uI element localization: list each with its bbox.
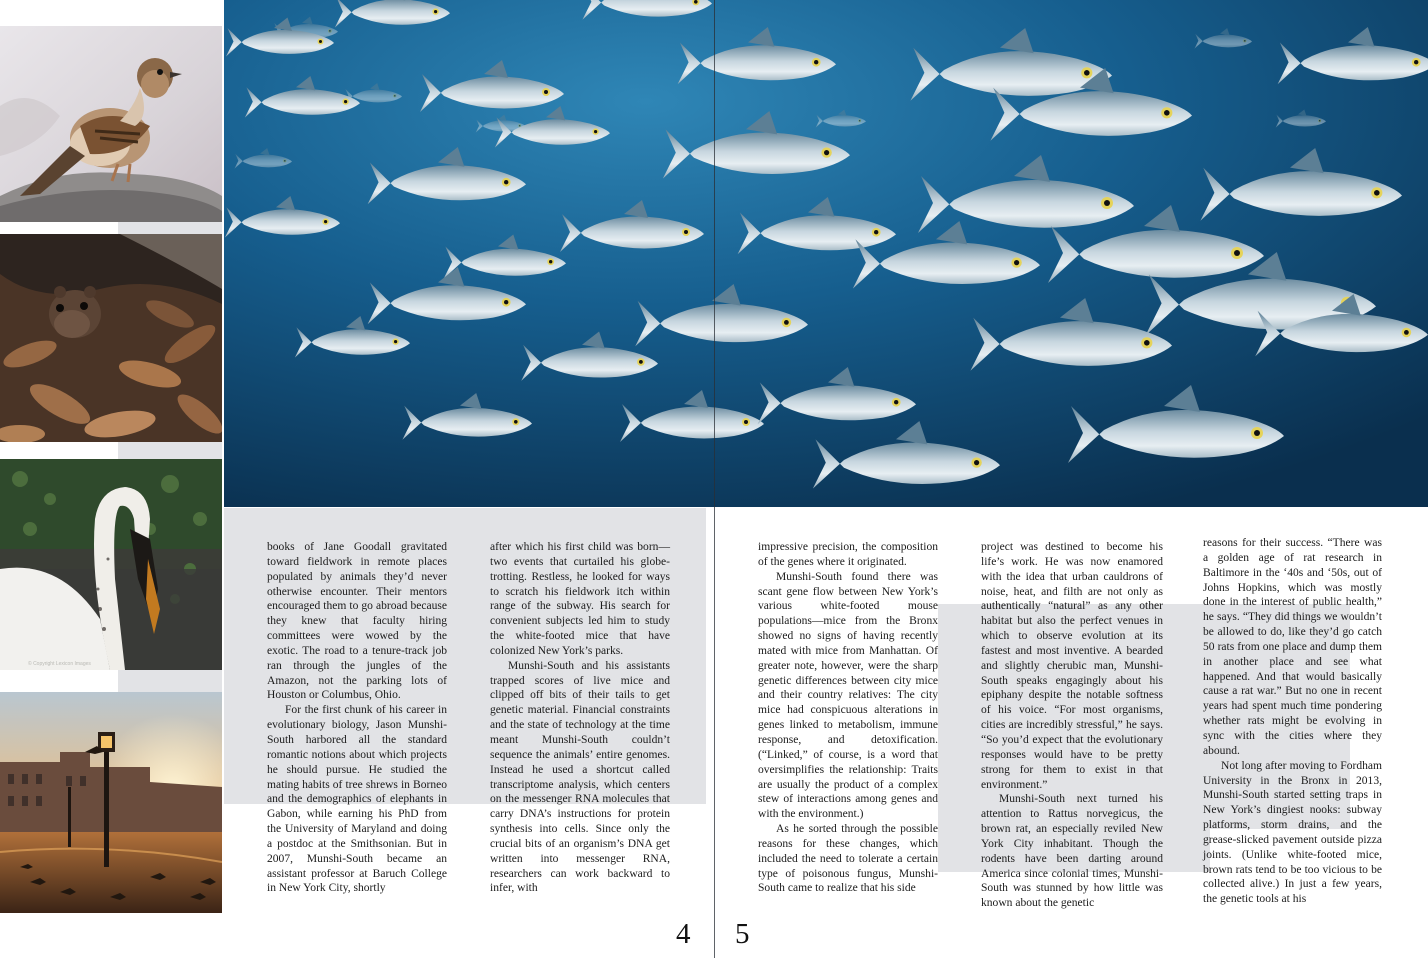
page-number-right: 5 (735, 918, 750, 950)
fish-hero-photo (224, 0, 1428, 507)
gray-block-left-3 (118, 670, 222, 692)
paragraph: Munshi-South found there was scant gene flow between New York’s various white-footed mouse populations—mice from the Bronx showed no signs of having recently mated with mice from Manhattan. Of greater note, however, were the sharp genetic differences between city mice and their country relatives: The city mice had conspicuous alterations in genes linked to metabolism, immune response, and detoxification. (“Linked,” of course, is a word that oversimplifies the relationship: Traits are usually the product of a complex stew of interactions among genes and with the environment.) (758, 570, 938, 821)
paragraph: books of Jane Goodall gravitated toward fieldwork in remote places populated by animals they’d never otherwise encounter. Their mentors encouraged them to go abroad because they knew that faculty hiring committees were wowed by the exotic. The road to a tenure-track job ran through the jungles of the Amazon, not the parking lots of Houston or Columbus, Ohio. (267, 541, 447, 702)
text-column-1 (267, 540, 447, 896)
paragraph: Munshi-South next turned his attention to Rattus norvegicus, the brown rat, an especially reviled New York City inhabitant. Though the rodents have been darting around America since colonial times, Munshi-South was stunned by how little was known about the genetic (981, 793, 1163, 910)
text-column-4 (981, 540, 1163, 911)
paragraph: project was destined to become his life’s work. He was now enamored with the idea that urban cauldrons of noise, heat, and filth are not only as authentically “natural” as any other habitat but also the perfect venues in which to observe evolution at its fastest and most inventive. A bearded and slightly cherubic man, Munshi-South speaks engagingly about his epiphany despite the notable softness of his voice. “For most organisms, cities are incredibly stressful,” he says. “So you’d expect that the evolutionary responses would have to be pretty strong for them to exist in that environment.” (981, 541, 1163, 791)
text-column-5 (1203, 536, 1382, 907)
text-column-3 (758, 540, 938, 896)
paragraph: Munshi-South and his assistants trapped scores of live mice and clipped off bits of their tails to get genetic material. Financial constraints and the state of technology at the time meant Munshi-South couldn’t sequence the animals’ entire genomes. Instead he used a shortcut called transcriptome analysis, which centers on the messenger RNA molecules that carry DNA’s instructions for protein synthesis into cells. Since only the crucial bits of an organism’s DNA get written into messenger RNA, researchers can work backward to infer, with (490, 659, 670, 895)
paragraph: For the first chunk of his career in evolutionary biology, Jason Munshi-South harbored all the standard romantic notions about which projects he should pursue. He studied the mating habits of tree shrews in Borneo and the demographics of elephants in Gabon, while earning his PhD from the University of Maryland and doing a postdoc at the Smithsonian. But in 2007, Munshi-South became an assistant professor at Baruch College in New York City, shortly (267, 704, 447, 895)
spread-gutter (714, 0, 715, 958)
paragraph: after which his first child was born—two events that curtailed his globe-trotting. Restless, he looked for ways to scratch his fieldwork itch within range of the subway. His search for convenient subjects led him to study the white-footed mice that have colonized New York’s parks. (490, 541, 670, 657)
paragraph: reasons for their success. “There was a golden age of rat research in Baltimore in the ‘40s and ‘50s, out of Johns Hopkins, which was mostly done in the interest of public health,” he says. “They did things we wouldn’t be allowed to do, like they’d go catch 50 rats from one place and dump them in another place and see what happened. And that would basically cause a rat war.” But no one in recent years had spent much time pondering whether rats might be evolving in sync with the cities where they abound. (1203, 537, 1382, 757)
gray-block-left (118, 222, 222, 234)
city-square-photo (0, 692, 222, 913)
vole-photo (0, 234, 222, 442)
watermark: © Copyright Lexicon Images (28, 661, 91, 667)
paragraph: As he sorted through the possible reasons for these changes, which included the need to tolerate a certain type of poisonous fungus, Munshi-South came to realize that his side (758, 823, 938, 895)
page-number-left: 4 (676, 918, 691, 950)
gray-block-left-2 (118, 442, 222, 459)
text-column-2 (490, 540, 670, 896)
sparrow-photo (0, 26, 222, 222)
paragraph: impressive precision, the composition of the genes where it originated. (758, 541, 938, 568)
paragraph: Not long after moving to Fordham University in the Bronx in 2013, Munshi-South started setting traps in New York’s dingiest nooks: subway platforms, storm drains, and the grease-slicked pavement outside pizza joints. (Unlike white-footed mice, brown rats tend to be too vicious to be collected alive.) In just a few years, the genetic tools at his (1203, 759, 1382, 906)
swan-photo (0, 459, 222, 670)
